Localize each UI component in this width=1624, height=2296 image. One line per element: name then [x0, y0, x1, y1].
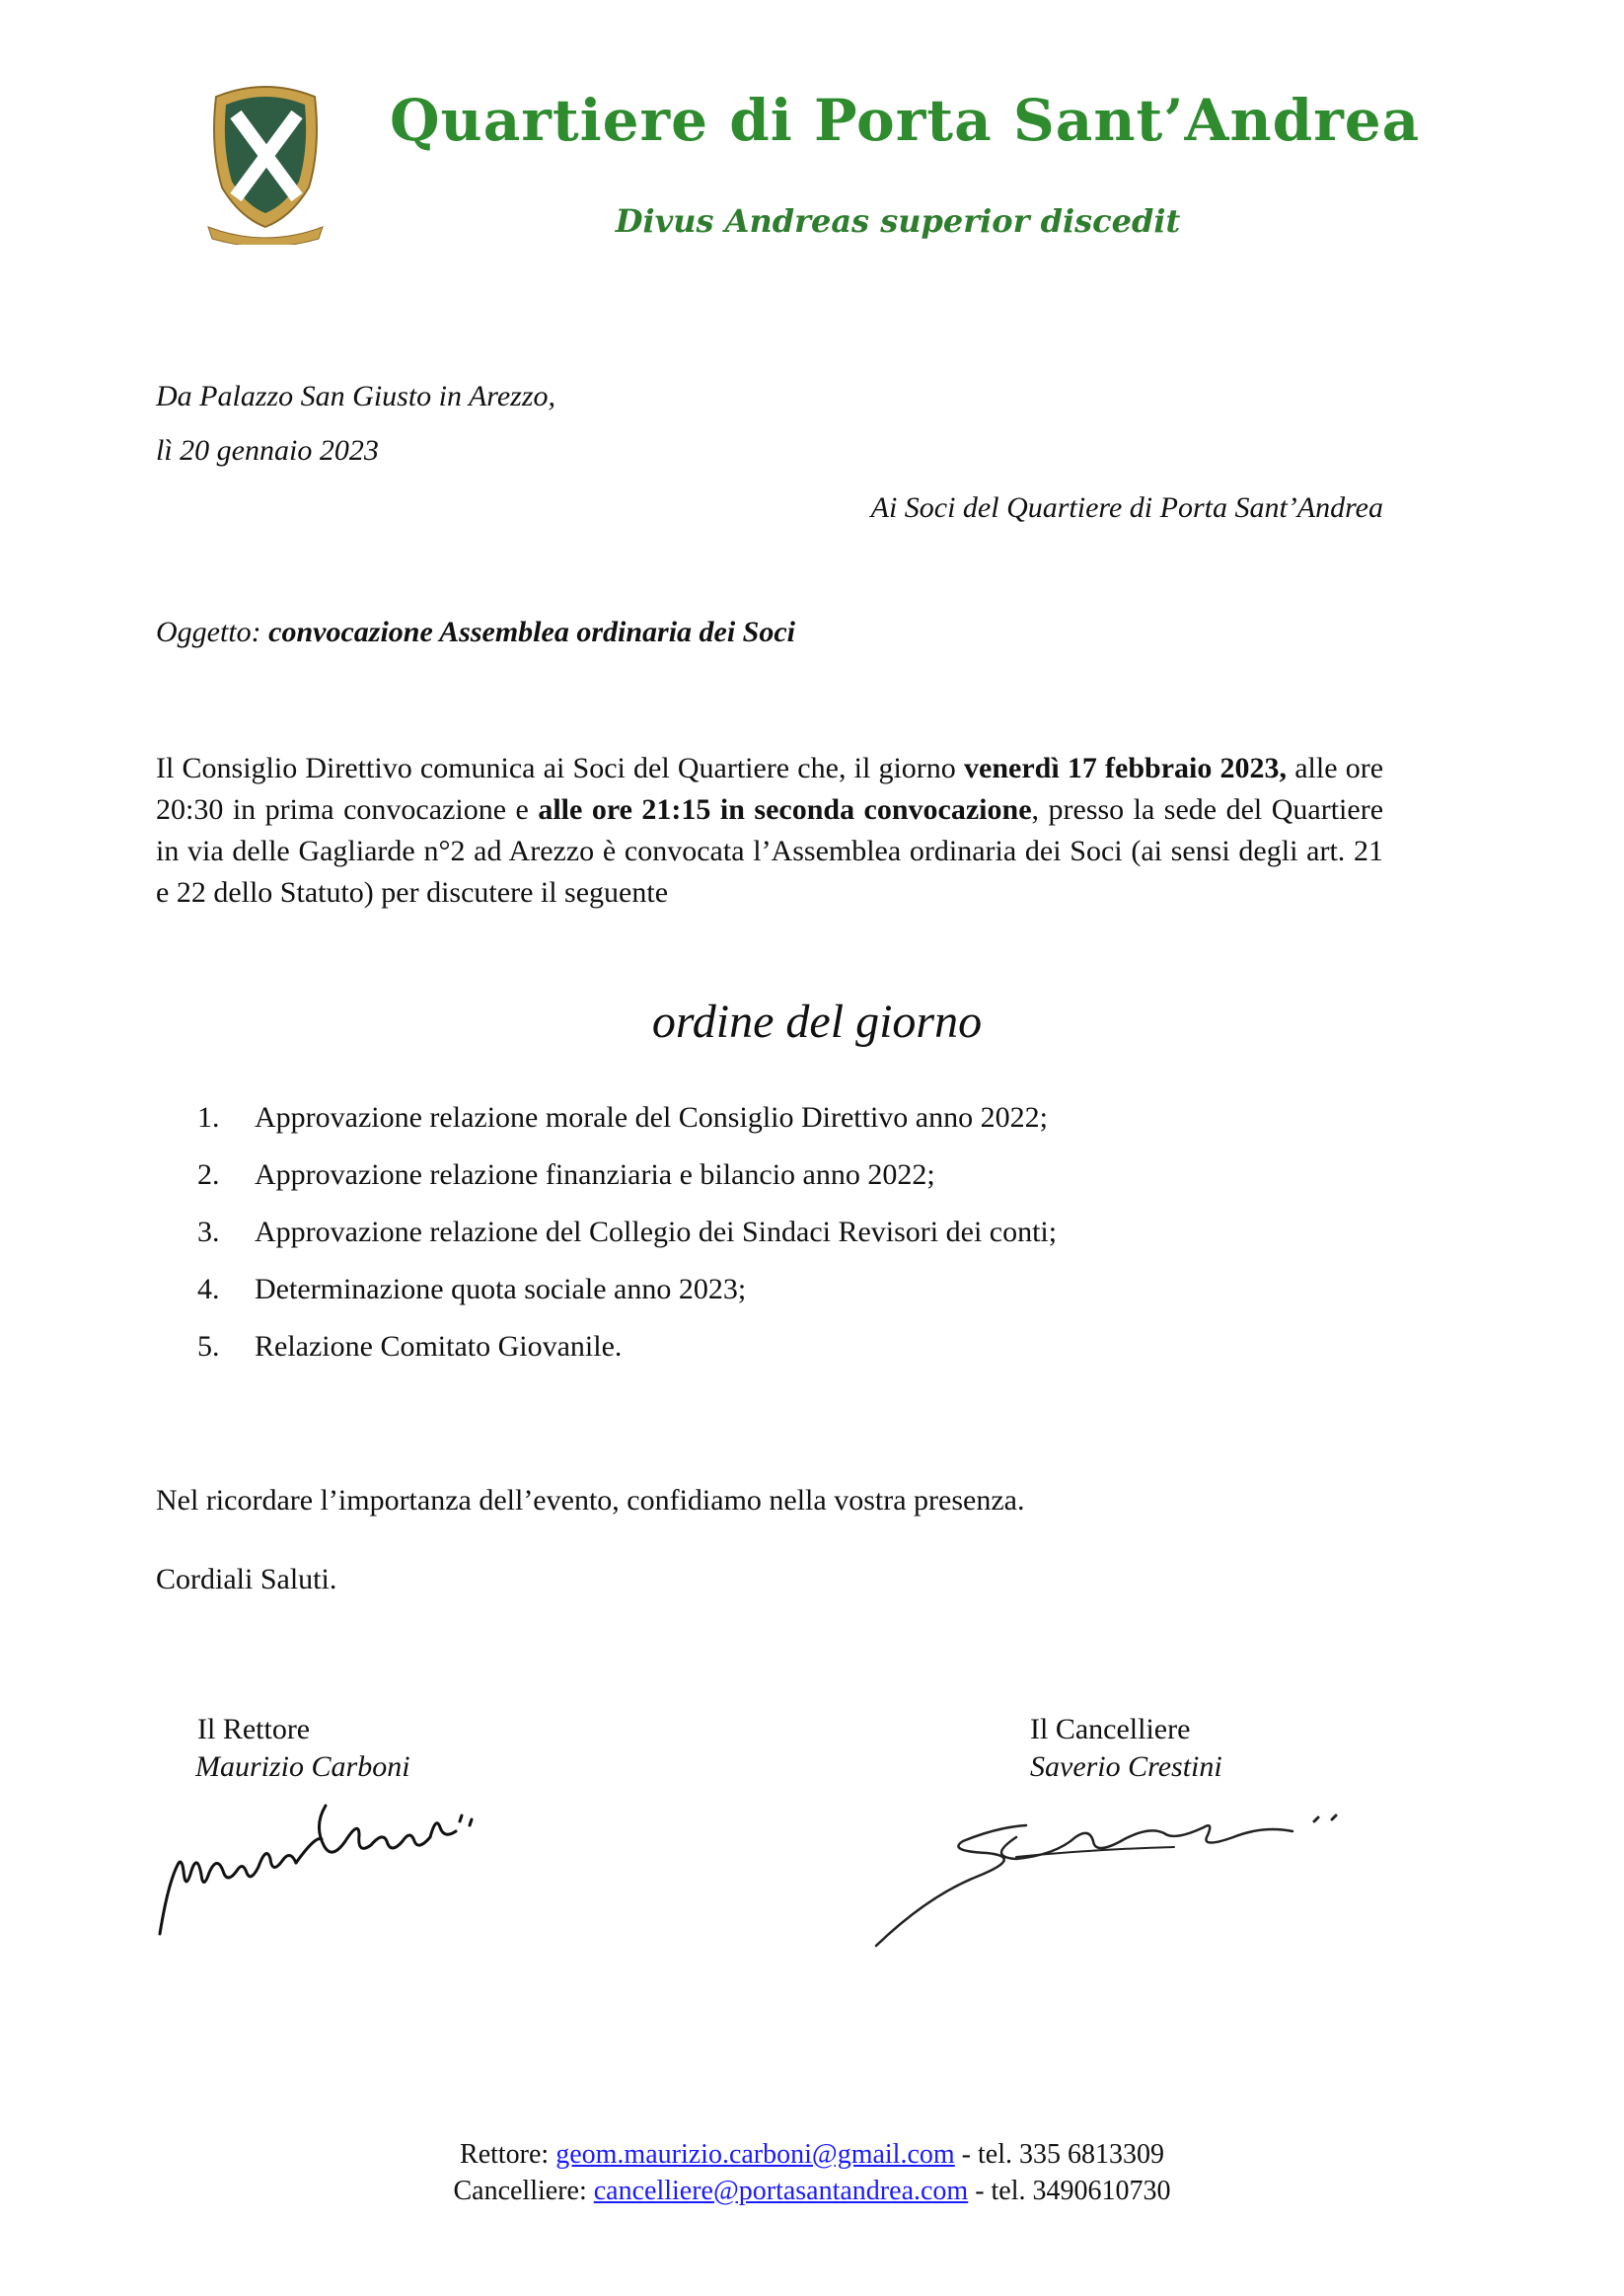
rettore-signature — [148, 1776, 503, 1949]
agenda-item — [197, 1147, 1057, 1204]
letter-recipient: Ai Soci del Quartiere di Porta Sant’Andrea — [870, 491, 1383, 524]
body-text-2: alle ore 20:30 in prima convocazione e — [156, 752, 1384, 826]
organization-motto: Divus Andreas superior discedit — [615, 202, 1181, 240]
agenda-item-number: 3. — [197, 1216, 220, 1248]
agenda-item-text: Approvazione relazione finanziaria e bilancio anno 2022; — [255, 1158, 935, 1191]
subject-label: Oggetto: — [156, 616, 261, 648]
agenda-item-text: Approvazione relazione del Collegio dei Sindaci Revisori dei conti; — [255, 1216, 1058, 1248]
cancelliere-email-link[interactable]: cancelliere@portasantandrea.com — [593, 2176, 969, 2206]
body-date-bold: venerdì 17 febbraio 2023, — [964, 752, 1288, 784]
body-text-3: , presso la sede del Quartiere in via delle Gagliarde n°2 ad Arezzo è convocata l’Assemblea ordinaria dei Soci (ai sensi degli art. 21 e 22 dello Statuto) per discutere il seguente — [156, 793, 1384, 909]
body-text-1: Il Consiglio Direttivo comunica ai Soci del Quartiere che, il giorno — [156, 752, 956, 784]
footer-cancelliere-tel: - tel. 3490610730 — [975, 2176, 1171, 2206]
footer-cancelliere-label: Cancelliere: — [453, 2176, 587, 2206]
agenda-item-number: 5. — [197, 1330, 220, 1363]
letter-date: lì 20 gennaio 2023 — [156, 434, 379, 467]
rettore-name: Maurizio Carboni — [195, 1750, 410, 1783]
cancelliere-name: Saverio Crestini — [1030, 1750, 1222, 1783]
rettore-role: Il Rettore — [197, 1713, 311, 1745]
agenda-title: ordine del giorno — [651, 996, 983, 1048]
agenda-item-text: Relazione Comitato Giovanile. — [255, 1330, 623, 1363]
body-paragraph — [156, 748, 1383, 914]
footer-rettore-contact — [0, 2139, 1624, 2171]
agenda-item — [197, 1261, 1057, 1318]
greeting: Cordiali Saluti. — [156, 1563, 337, 1595]
agenda-item — [197, 1204, 1057, 1261]
cancelliere-role: Il Cancelliere — [1030, 1713, 1191, 1745]
agenda-item-number: 2. — [197, 1158, 220, 1191]
agenda-item-number: 4. — [197, 1273, 220, 1305]
footer-rettore-tel: - tel. 335 6813309 — [961, 2139, 1164, 2170]
footer-rettore-label: Rettore: — [460, 2139, 550, 2170]
closing-sentence: Nel ricordare l’importanza dell’evento, confidiamo nella vostra presenza. — [156, 1484, 1025, 1517]
agenda-item-text: Determinazione quota sociale anno 2023; — [255, 1273, 747, 1305]
body-time-bold: alle ore 21:15 in seconda convocazione — [538, 793, 1032, 826]
agenda-item — [197, 1089, 1057, 1147]
letter-subject — [156, 612, 795, 653]
footer-cancelliere-contact — [0, 2176, 1624, 2207]
agenda-item-number: 1. — [197, 1101, 220, 1134]
agenda-list — [197, 1089, 1057, 1375]
rettore-email-link[interactable]: geom.maurizio.carboni@gmail.com — [555, 2139, 955, 2170]
cancelliere-signature — [868, 1798, 1352, 1956]
subject-text: convocazione Assemblea ordinaria dei Soci — [268, 616, 796, 648]
letter-place: Da Palazzo San Giusto in Arezzo, — [156, 380, 556, 412]
crest-logo — [202, 79, 329, 245]
agenda-item — [197, 1318, 1057, 1375]
agenda-item-text: Approvazione relazione morale del Consiglio Direttivo anno 2022; — [255, 1101, 1048, 1134]
organization-title: Quartiere di Porta Sant’Andrea — [390, 87, 1421, 154]
